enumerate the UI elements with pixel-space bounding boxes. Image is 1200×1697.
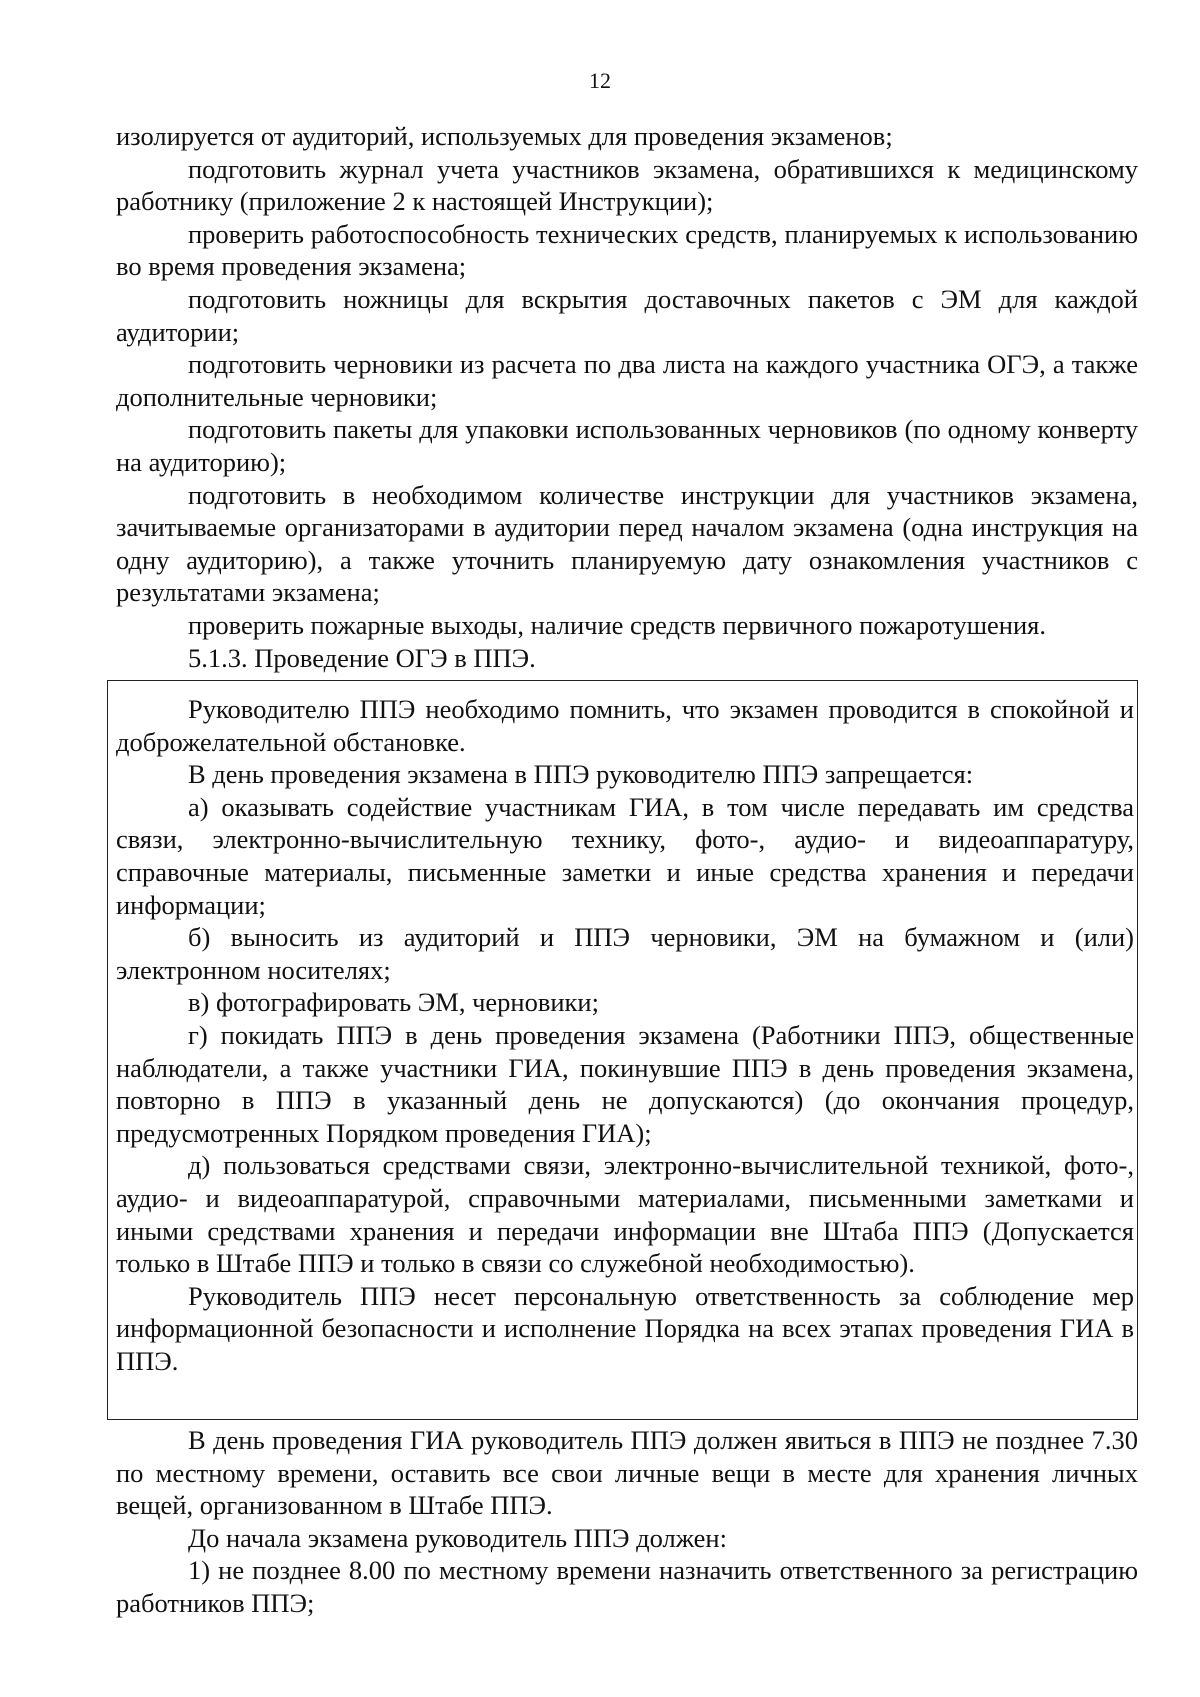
list-item: г) покидать ППЭ в день проведения экзамена (Работники ППЭ, общественные наблюдатели, а также участники ГИА, покинувшие ППЭ в день проведения экзамена, повторно в ППЭ в указанный день не допускаются) (до окончания процедур, предусмотренных Порядком проведения ГИА); <box>116 1019 1134 1148</box>
paragraph: изолируется от аудиторий, используемых для проведения экзаменов; <box>116 121 893 151</box>
intro-section <box>116 120 1138 674</box>
paragraph: Руководитель ППЭ несет персональную ответственность за соблюдение мер информационной безопасности и исполнение Порядка на всех этапах проведения ГИА в ППЭ. <box>116 1280 1134 1376</box>
list-item: б) выносить из аудиторий и ППЭ черновики, ЭМ на бумажном и (или) электронном носителях; <box>116 922 1134 985</box>
paragraph: подготовить ножницы для вскрытия доставочных пакетов с ЭМ для каждой аудитории; <box>116 283 1138 347</box>
page-number: 12 <box>589 68 611 93</box>
paragraph: Руководителю ППЭ необходимо помнить, что экзамен проводится в спокойной и доброжелательной обстановке. <box>116 694 1134 757</box>
paragraph: В день проведения ГИА руководитель ППЭ должен явиться в ППЭ не позднее 7.30 по местному времени, оставить все свои личные вещи в месте для хранения личных вещей, организованном в Штабе ППЭ. <box>116 1425 1138 1521</box>
paragraph: подготовить журнал учета участников экзамена, обратившихся к медицинскому работнику (приложение 2 к настоящей Инструкции); <box>116 153 1138 217</box>
section-heading: 5.1.3. Проведение ОГЭ в ППЭ. <box>188 642 536 673</box>
paragraph: До начала экзамена руководитель ППЭ должен: <box>188 1522 727 1553</box>
paragraph: подготовить черновики из расчета по два листа на каждого участника ОГЭ, а также дополнительные черновики; <box>116 349 1138 412</box>
restrictions-box <box>107 680 1138 1420</box>
paragraph: подготовить в необходимом количестве инструкции для участников экзамена, зачитываемые организаторами в аудитории перед началом экзамена (одна инструкция на одну аудиторию), а также уточнить планируемую дату ознакомления участников с результатами экзамена; <box>116 479 1138 608</box>
list-item: д) пользоваться средствами связи, электронно-вычислительной техникой, фото-, аудио- и видеоаппаратурой, справочными материалами, письменными заметками и иными средствами хранения и передачи информации вне Штаба ППЭ (Допускается только в Штабе ППЭ и только в связи со служебной необходимостью). <box>116 1150 1134 1279</box>
list-item: в) фотографировать ЭМ, черновики; <box>188 987 599 1018</box>
paragraph: В день проведения экзамена в ППЭ руководителю ППЭ запрещается: <box>188 759 974 790</box>
paragraph: подготовить пакеты для упаковки использованных черновиков (по одному конверту на аудиторию); <box>116 414 1138 477</box>
list-item: 1) не позднее 8.00 по местному времени назначить ответственного за регистрацию работников ППЭ; <box>116 1555 1138 1618</box>
paragraph: проверить работоспособность технических средств, планируемых к использованию во время проведения экзамена; <box>116 218 1138 282</box>
restrictions-box-content <box>116 693 1134 1377</box>
closing-section <box>116 1424 1138 1620</box>
paragraph: проверить пожарные выходы, наличие средств первичного пожаротушения. <box>188 609 1046 640</box>
list-item: а) оказывать содействие участникам ГИА, в том числе передавать им средства связи, электронно-вычислительную технику, фото-, аудио- и видеоаппаратуру, справочные материалы, письменные заметки и иные средства хранения и передачи информации; <box>116 791 1134 920</box>
